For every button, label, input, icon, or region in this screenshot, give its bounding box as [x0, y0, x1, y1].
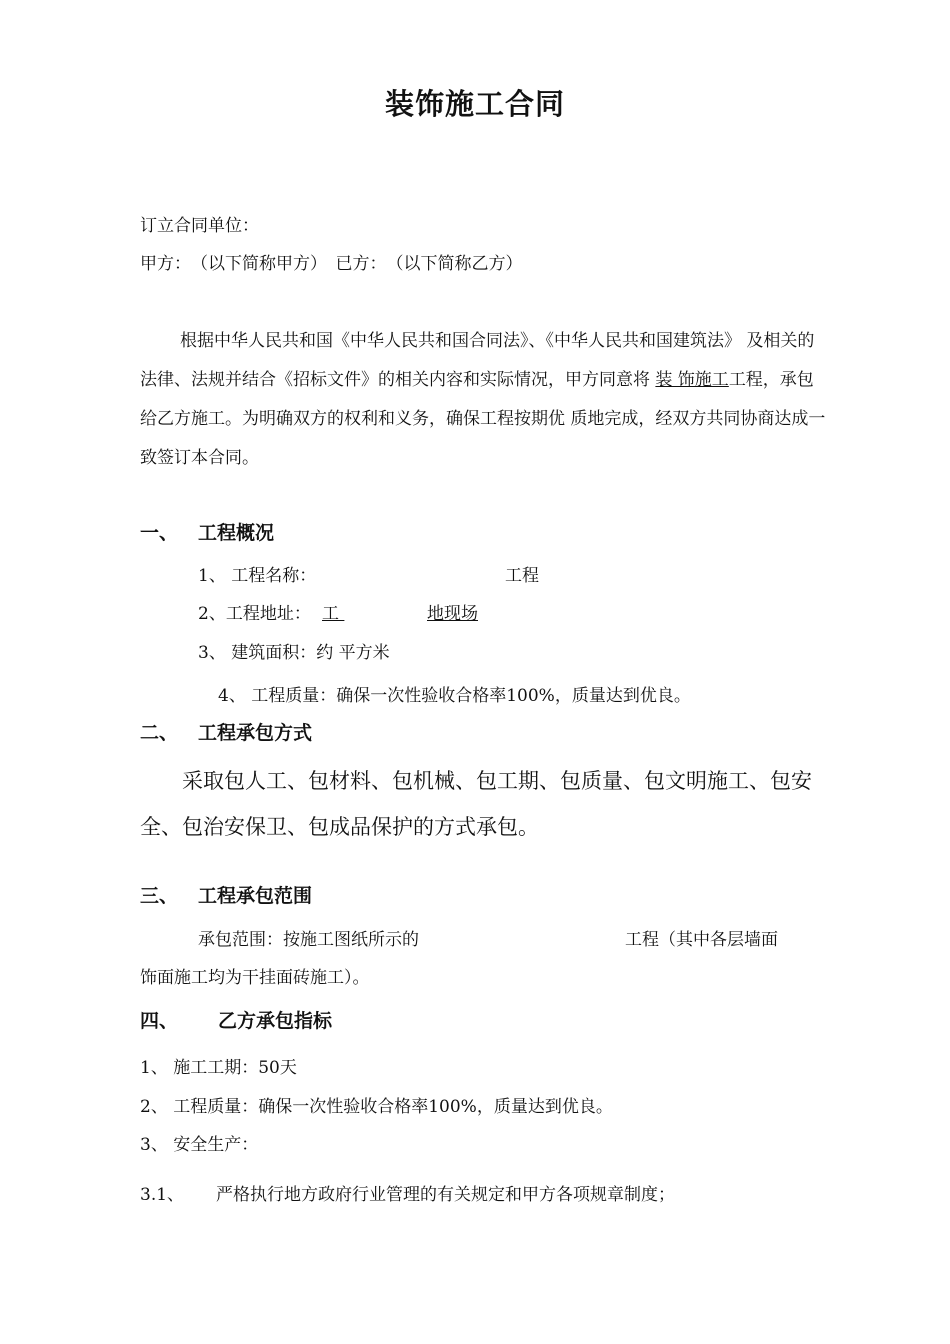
indicator-item-2: 2、 工程质量：确保一次性验收合格率100%，质量达到优良。	[140, 1097, 613, 1117]
section-4-heading	[140, 1010, 332, 1032]
indicator-item-3: 3、 安全生产：	[140, 1135, 259, 1155]
section-3-title: 工程承包范围	[198, 885, 313, 907]
section-3-number: 三、	[140, 885, 179, 907]
intro-paragraph	[140, 322, 830, 478]
section-2-number: 二、	[140, 722, 179, 744]
building-area: 3、 建筑面积：约 平方米	[198, 643, 390, 663]
section-4-title: 乙方承包指标	[218, 1010, 333, 1032]
quality-item: 4、 工程质量：确保一次性验收合格率100%，质量达到优良。	[218, 686, 691, 706]
scope-line-1b: 工程（其中各层墙面	[625, 930, 778, 950]
address-value-b: 地现场	[427, 604, 478, 624]
document-title: 装饰施工合同	[384, 87, 565, 121]
sub-item-text: 严格执行地方政府行业管理的有关规定和甲方各项规章制度；	[216, 1185, 675, 1205]
address-value-a: 工	[322, 604, 339, 624]
address-blank	[339, 604, 427, 624]
scope-line-1a: 承包范围：按施工图纸所示的	[198, 930, 419, 950]
section-4-number: 四、	[140, 1010, 179, 1032]
contracting-parties-label: 订立合同单位：	[140, 216, 259, 236]
intro-text-2: 工程，承包给乙方施工。为明确双方的权利和义务，确保工程按期优 质地完成，经双方共同协商达成一致签订本合同。	[140, 370, 826, 468]
section-3-heading	[140, 885, 312, 907]
intro-underlined-project: 装 饰施工	[655, 370, 729, 390]
project-address-label: 2、工程地址：	[198, 604, 311, 624]
section-1-heading	[140, 522, 274, 544]
section-1-number: 一、	[140, 522, 179, 544]
indicator-item-1: 1、 施工工期：50天	[140, 1058, 297, 1078]
intro-text-1: 根据中华人民共和国《中华人民共和国合同法》、《中华人民共和国建筑法》 及相关的法律、法规并结合《招标文件》的相关内容和实际情况，甲方同意将	[140, 331, 815, 390]
section-1-title: 工程概况	[198, 522, 275, 544]
scope-line-2: 饰面施工均为干挂面砖施工）。	[140, 968, 370, 988]
project-name-label: 1、 工程名称：	[198, 566, 317, 586]
section-2-text: 采取包人工、包材料、包机械、包工期、包质量、包文明施工、包安全、包治安保卫、包成品保护的方式承包。	[140, 769, 812, 839]
project-address-value	[322, 604, 478, 624]
parties-line: 甲方： （以下简称甲方） 已方： （以下简称乙方）	[140, 254, 523, 274]
project-name-value: 工程	[505, 566, 539, 586]
sub-item-number: 3.1、	[140, 1185, 185, 1205]
section-2-heading	[140, 722, 312, 744]
section-2-title: 工程承包方式	[198, 722, 313, 744]
